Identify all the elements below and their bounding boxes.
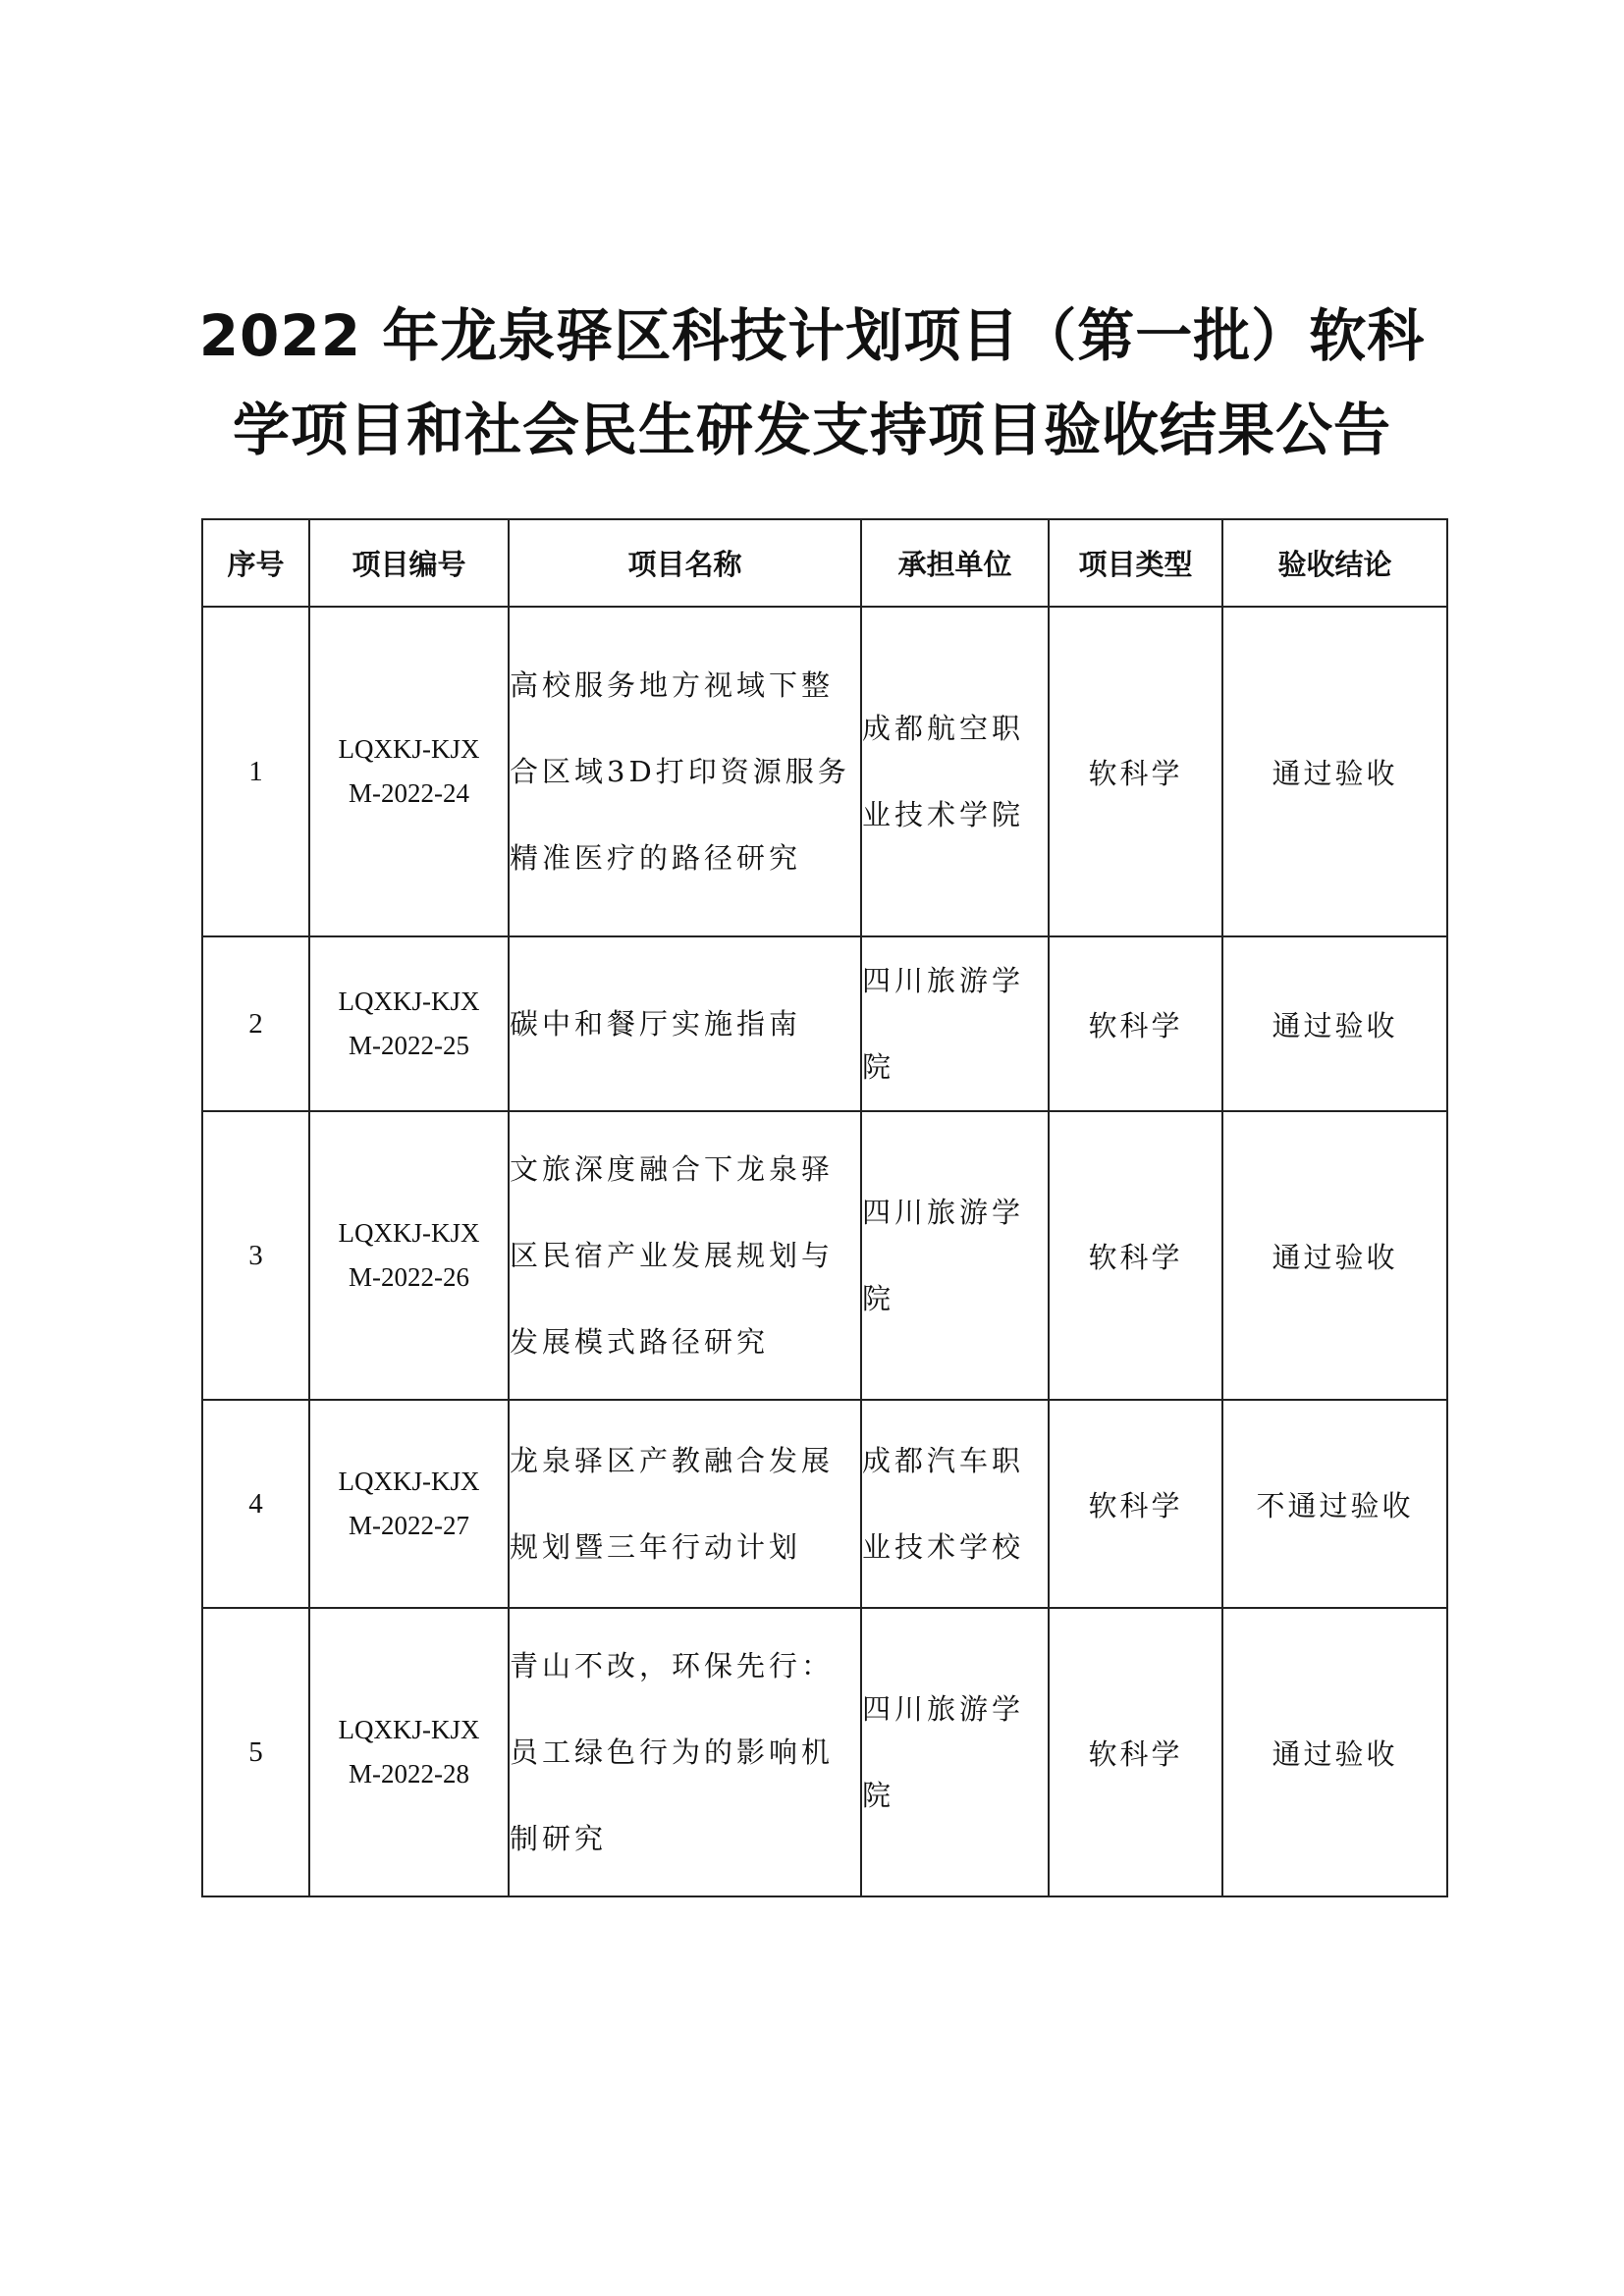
code-cell	[309, 1608, 509, 1896]
table-row	[202, 1400, 1447, 1608]
unit-cell: 四川旅游学院	[861, 1111, 1049, 1400]
page-title-line-2: 学项目和社会民生研发支持项目验收结果公告	[232, 397, 1391, 463]
project-name-cell: 碳中和餐厅实施指南	[509, 936, 861, 1111]
code-line: LQXKJ-KJX	[338, 987, 480, 1016]
unit-cell: 成都航空职业技术学院	[861, 607, 1049, 936]
unit-cell: 四川旅游学院	[861, 1608, 1049, 1896]
code-line: M-2022-27	[349, 1511, 469, 1540]
code-line: LQXKJ-KJX	[338, 1715, 480, 1744]
code-line: LQXKJ-KJX	[338, 1467, 480, 1496]
seq-cell: 2	[202, 936, 309, 1111]
project-name-cell: 龙泉驿区产教融合发展规划暨三年行动计划	[509, 1400, 861, 1608]
code-cell	[309, 1111, 509, 1400]
header-seq: 序号	[202, 519, 309, 607]
code-line: M-2022-25	[349, 1031, 469, 1060]
code-line: M-2022-24	[349, 778, 469, 808]
result-cell: 通过验收	[1222, 607, 1447, 936]
table-row	[202, 936, 1447, 1111]
code-cell	[309, 936, 509, 1111]
seq-cell: 3	[202, 1111, 309, 1400]
code-cell	[309, 1400, 509, 1608]
header-code: 项目编号	[309, 519, 509, 607]
header-type: 项目类型	[1049, 519, 1222, 607]
page-title-line-1: 2022 年龙泉驿区科技计划项目（第一批）软科	[198, 302, 1426, 369]
results-table	[201, 518, 1448, 1897]
table-row	[202, 1111, 1447, 1400]
result-cell: 通过验收	[1222, 1608, 1447, 1896]
header-name: 项目名称	[509, 519, 861, 607]
result-cell: 通过验收	[1222, 936, 1447, 1111]
seq-cell: 4	[202, 1400, 309, 1608]
project-name-cell: 文旅深度融合下龙泉驿区民宿产业发展规划与发展模式路径研究	[509, 1111, 861, 1400]
type-cell: 软科学	[1049, 1608, 1222, 1896]
table-row	[202, 1608, 1447, 1896]
table-header-row	[202, 519, 1447, 607]
code-cell	[309, 607, 509, 936]
seq-cell: 5	[202, 1608, 309, 1896]
code-line: LQXKJ-KJX	[338, 1218, 480, 1248]
type-cell: 软科学	[1049, 1400, 1222, 1608]
unit-cell: 成都汽车职业技术学校	[861, 1400, 1049, 1608]
unit-cell: 四川旅游学院	[861, 936, 1049, 1111]
page-title	[177, 289, 1447, 477]
type-cell: 软科学	[1049, 1111, 1222, 1400]
seq-cell: 1	[202, 607, 309, 936]
project-name-cell: 青山不改，环保先行：员工绿色行为的影响机制研究	[509, 1608, 861, 1896]
result-cell: 通过验收	[1222, 1111, 1447, 1400]
result-cell: 不通过验收	[1222, 1400, 1447, 1608]
type-cell: 软科学	[1049, 607, 1222, 936]
header-unit: 承担单位	[861, 519, 1049, 607]
project-name-cell: 高校服务地方视域下整合区域3D打印资源服务精准医疗的路径研究	[509, 607, 861, 936]
code-line: M-2022-28	[349, 1759, 469, 1789]
table-row	[202, 607, 1447, 936]
type-cell: 软科学	[1049, 936, 1222, 1111]
code-line: M-2022-26	[349, 1262, 469, 1292]
code-line: LQXKJ-KJX	[338, 734, 480, 764]
header-result: 验收结论	[1222, 519, 1447, 607]
